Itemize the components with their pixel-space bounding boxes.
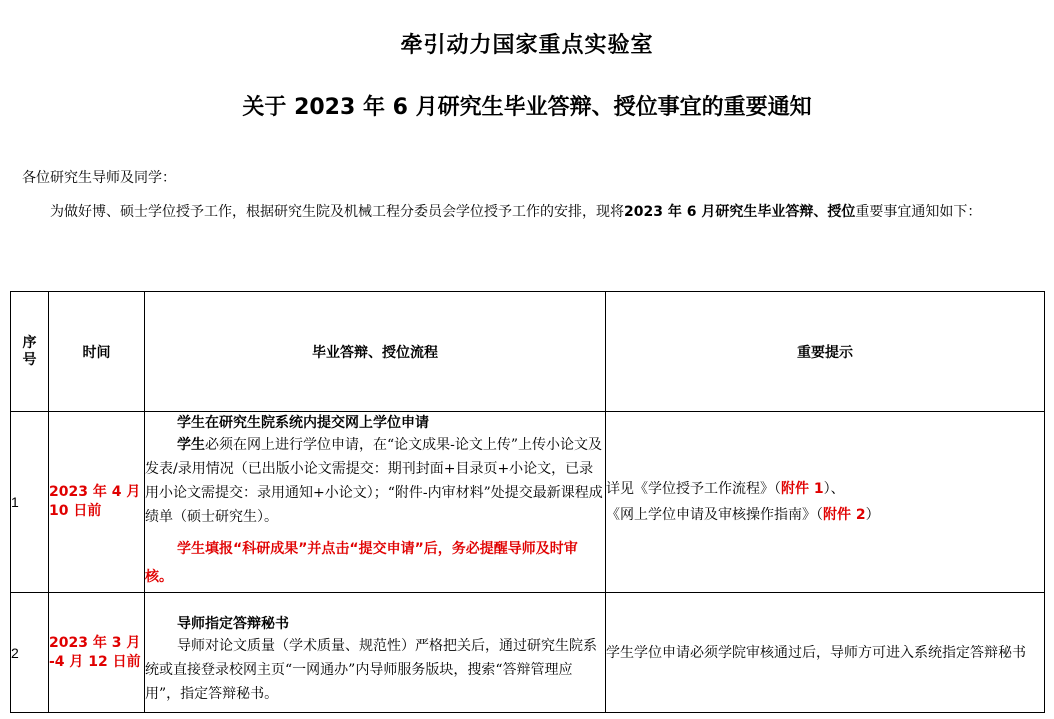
greeting: 各位研究生导师及同学：: [22, 170, 176, 186]
header-index: [11, 292, 49, 412]
intro-text-before: 为做好博、硕士学位授予工作，根据研究生院及机械工程分委员会学位授予工作的安排，现将: [50, 204, 624, 220]
row-tips: [606, 412, 1045, 593]
header-flow: 毕业答辩、授位流程: [145, 292, 606, 412]
tips-line1-b: ）、: [823, 481, 845, 497]
table-row: [11, 593, 1045, 713]
intro-text-after: 重要事宜通知如下：: [855, 204, 982, 220]
header-index-char1: 序: [22, 334, 37, 351]
header-time: 时间: [49, 292, 145, 412]
tips-line-1: [606, 476, 1044, 502]
row-date: 2023 年 3 月 -4 月 12 日前: [49, 593, 145, 713]
intro-text-bold: 2023 年 6 月研究生毕业答辩、授位: [624, 204, 856, 220]
schedule-table: [10, 291, 1045, 713]
tips-line-2: [606, 502, 1044, 528]
row-tips: 学生学位申请必须学院审核通过后，导师方可进入系统指定答辩秘书: [606, 593, 1045, 713]
tips-line1-a: 详见《学位授予工作流程》（: [606, 481, 781, 497]
row-index: 2: [11, 593, 49, 713]
attachment-1-ref: 附件 1: [781, 481, 824, 497]
flow-body-bold: 学生: [177, 437, 205, 453]
flow-body-text: 必须在网上进行学位申请，在“论文成果-论文上传”上传小论文及发表/录用情况（已出版小论文需提交：期刊封面+目录页+小论文，已录用小论文需提交：录用通知+小论文）；“附件-内审材料”处提交最新课程成绩单（硕士研究生）。: [145, 437, 603, 525]
tips-line2-b: ）: [865, 507, 880, 523]
row-date: 2023 年 4 月 10 日前: [49, 412, 145, 593]
flow-title: 学生在研究生院系统内提交网上学位申请: [177, 415, 429, 431]
tips-line2-a: 《网上学位申请及审核操作指南》（: [606, 507, 823, 523]
row-flow: [145, 412, 606, 593]
attachment-2-ref: 附件 2: [823, 507, 866, 523]
flow-title: 导师指定答辩秘书: [177, 615, 289, 632]
row-index: 1: [11, 412, 49, 593]
org-title: 牵引动力国家重点实验室: [400, 33, 654, 58]
row-flow: [145, 593, 606, 713]
table-row: [11, 412, 1045, 593]
notice-title: 关于 2023 年 6 月研究生毕业答辩、授位事宜的重要通知: [242, 95, 812, 120]
table-header-row: [11, 292, 1045, 412]
header-index-char2: 号: [22, 351, 37, 368]
flow-body: 导师对论文质量（学术质量、规范性）严格把关后，通过研究生院系统或直接登录校网主页“一网通办”内导师服务版块，搜索“答辩管理应用”，指定答辩秘书。: [145, 637, 597, 702]
flow-body: [145, 433, 605, 529]
flow-warning: 学生填报“科研成果”并点击“提交申请”后，务必提醒导师及时审核。: [145, 541, 578, 585]
header-tips: 重要提示: [606, 292, 1045, 412]
intro-paragraph: [22, 197, 1032, 228]
